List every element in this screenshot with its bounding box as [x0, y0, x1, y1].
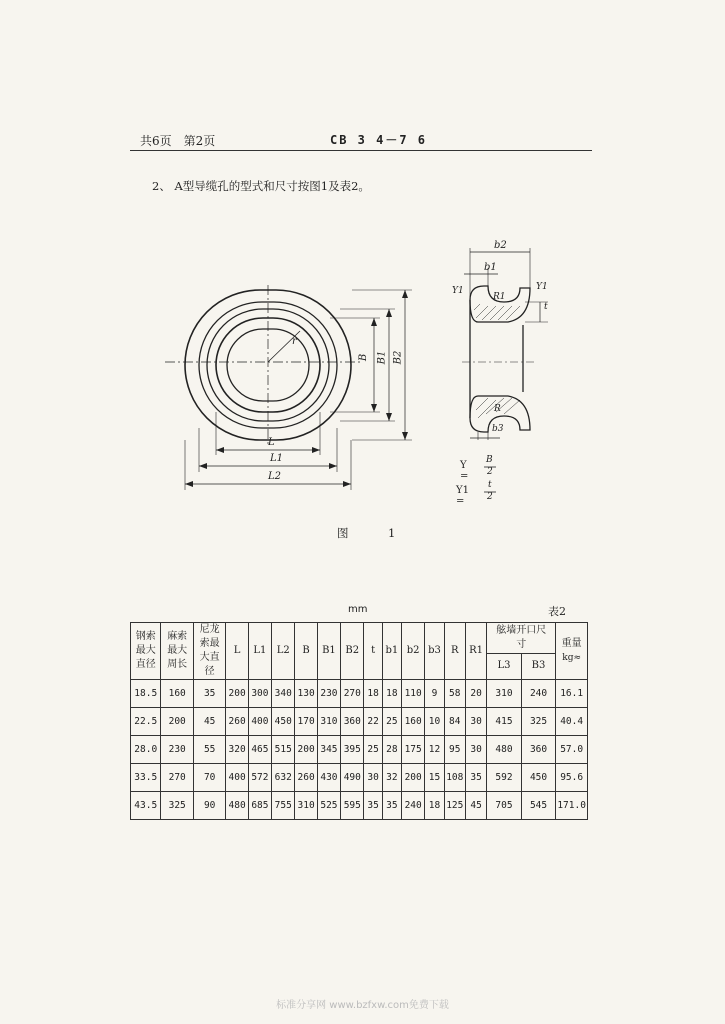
- table-cell: 415: [487, 708, 522, 736]
- th-B2: B2: [341, 623, 364, 680]
- table-cell: 30: [465, 708, 486, 736]
- table-cell: 260: [295, 764, 317, 792]
- table-cell: 685: [248, 792, 271, 820]
- th-R1: R1: [465, 623, 486, 680]
- table-cell: 515: [272, 736, 295, 764]
- table-cell: 400: [248, 708, 271, 736]
- table-cell: 125: [444, 792, 465, 820]
- table-cell: 480: [226, 792, 248, 820]
- table-cell: 175: [402, 736, 425, 764]
- th-B1: B1: [317, 623, 340, 680]
- table-cell: 22.5: [131, 708, 161, 736]
- th-b2: b2: [402, 623, 425, 680]
- footer-watermark: 标准分享网 www.bzfxw.com免费下载: [276, 1000, 449, 1011]
- table-cell: 465: [248, 736, 271, 764]
- label-B: B: [358, 353, 370, 362]
- table-cell: 35: [465, 764, 486, 792]
- table-row: [131, 680, 588, 708]
- table-cell: 45: [193, 708, 225, 736]
- label-Y1-right: Y1: [536, 282, 548, 292]
- th-nylon-dia: 尼龙索最大直径: [193, 623, 225, 680]
- th-L2: L2: [272, 623, 295, 680]
- th-bulwark-opening: 舷墙开口尺 寸: [487, 623, 556, 654]
- th-L3: L3: [487, 653, 522, 679]
- table-cell: 25: [364, 736, 382, 764]
- formula-1-lhs: Y =: [460, 460, 469, 482]
- th-b3: b3: [425, 623, 444, 680]
- table-cell: 310: [317, 708, 340, 736]
- label-b3: b3: [492, 424, 504, 434]
- table-cell: 57.0: [556, 736, 588, 764]
- table-cell: 108: [444, 764, 465, 792]
- table-cell: 170: [295, 708, 317, 736]
- table-cell: 35: [364, 792, 382, 820]
- table-cell: 360: [521, 736, 556, 764]
- table-cell: 200: [295, 736, 317, 764]
- formula-1-den: 2: [487, 467, 493, 477]
- label-R1: R1: [493, 292, 506, 302]
- table-cell: 230: [161, 736, 193, 764]
- table-cell: 270: [161, 764, 193, 792]
- table-row: [131, 736, 588, 764]
- table-cell: 171.0: [556, 792, 588, 820]
- table-cell: 325: [521, 708, 556, 736]
- label-B2: B2: [392, 350, 404, 365]
- table-cell: 430: [317, 764, 340, 792]
- table-cell: 28: [382, 736, 401, 764]
- th-B3: B3: [521, 653, 556, 679]
- table-cell: 43.5: [131, 792, 161, 820]
- table-cell: 592: [487, 764, 522, 792]
- table-cell: 12: [425, 736, 444, 764]
- table-cell: 18: [382, 680, 401, 708]
- page-count: 共6页 第2页: [140, 134, 216, 148]
- table-unit: mm: [348, 604, 368, 615]
- label-b1: b1: [484, 262, 497, 273]
- table-cell: 33.5: [131, 764, 161, 792]
- table-cell: 705: [487, 792, 522, 820]
- table-cell: 325: [161, 792, 193, 820]
- table-cell: 450: [272, 708, 295, 736]
- table-cell: 35: [193, 680, 225, 708]
- table-row: [131, 708, 588, 736]
- table-cell: 130: [295, 680, 317, 708]
- table-cell: 30: [364, 764, 382, 792]
- intro-text: 2、 A型导缆孔的型式和尺寸按图1及表2。: [152, 179, 370, 193]
- table-cell: 160: [161, 680, 193, 708]
- th-L1: L1: [248, 623, 271, 680]
- formula-2-num: t: [488, 480, 492, 490]
- table-cell: 400: [226, 764, 248, 792]
- label-L2: L2: [268, 471, 282, 482]
- table-cell: 110: [402, 680, 425, 708]
- formula-2-lhs: Y1 =: [456, 485, 469, 507]
- label-t: t: [544, 302, 548, 312]
- table-cell: 300: [248, 680, 271, 708]
- table-cell: 572: [248, 764, 271, 792]
- table-cell: 632: [272, 764, 295, 792]
- table-cell: 95.6: [556, 764, 588, 792]
- table-cell: 70: [193, 764, 225, 792]
- table-cell: 270: [341, 680, 364, 708]
- th-wire-dia: 钢索最大直径: [131, 623, 161, 680]
- table-cell: 200: [402, 764, 425, 792]
- table-cell: 395: [341, 736, 364, 764]
- table-cell: 45: [465, 792, 486, 820]
- table-cell: 345: [317, 736, 340, 764]
- formula-2-den: 2: [487, 492, 493, 502]
- table-cell: 450: [521, 764, 556, 792]
- table-cell: 360: [341, 708, 364, 736]
- table-cell: 260: [226, 708, 248, 736]
- th-hemp-circ: 麻索最大周长: [161, 623, 193, 680]
- table-cell: 480: [487, 736, 522, 764]
- th-R: R: [444, 623, 465, 680]
- table-cell: 230: [317, 680, 340, 708]
- spec-table-body: [131, 680, 588, 820]
- label-L: L: [268, 437, 275, 448]
- spec-table: [130, 622, 588, 820]
- formula-1-num: B: [486, 455, 493, 465]
- table-cell: 25: [382, 708, 401, 736]
- table-cell: 32: [382, 764, 401, 792]
- th-t: t: [364, 623, 382, 680]
- table-number: 表2: [548, 605, 566, 618]
- table-cell: 28.0: [131, 736, 161, 764]
- table-cell: 545: [521, 792, 556, 820]
- table-cell: 20: [465, 680, 486, 708]
- standard-number: CB 3 4－7 6: [330, 133, 428, 147]
- table-cell: 525: [317, 792, 340, 820]
- table-cell: 22: [364, 708, 382, 736]
- table-cell: 35: [382, 792, 401, 820]
- table-cell: 18: [364, 680, 382, 708]
- table-cell: 490: [341, 764, 364, 792]
- th-L: L: [226, 623, 248, 680]
- table-cell: 310: [295, 792, 317, 820]
- table-cell: 240: [402, 792, 425, 820]
- label-Y1-left: Y1: [452, 286, 464, 296]
- table-cell: 340: [272, 680, 295, 708]
- label-R: R: [494, 404, 501, 414]
- th-b1: b1: [382, 623, 401, 680]
- table-cell: 40.4: [556, 708, 588, 736]
- figure-caption: 图 1: [337, 526, 410, 540]
- th-B: B: [295, 623, 317, 680]
- th-weight-unit: kg≈: [562, 653, 582, 663]
- table-cell: 58: [444, 680, 465, 708]
- table-cell: 240: [521, 680, 556, 708]
- table-cell: 30: [465, 736, 486, 764]
- table-cell: 10: [425, 708, 444, 736]
- table-cell: 595: [341, 792, 364, 820]
- table-cell: 200: [226, 680, 248, 708]
- table-row: [131, 764, 588, 792]
- table-cell: 320: [226, 736, 248, 764]
- th-weight-label: 重量: [561, 638, 582, 649]
- label-B1: B1: [376, 350, 388, 365]
- table-cell: 55: [193, 736, 225, 764]
- table-cell: 18: [425, 792, 444, 820]
- table-cell: 755: [272, 792, 295, 820]
- table-cell: 84: [444, 708, 465, 736]
- table-cell: 90: [193, 792, 225, 820]
- table-cell: 310: [487, 680, 522, 708]
- table-cell: 15: [425, 764, 444, 792]
- table-cell: 16.1: [556, 680, 588, 708]
- label-b2: b2: [494, 240, 507, 251]
- table-cell: 18.5: [131, 680, 161, 708]
- table-cell: 9: [425, 680, 444, 708]
- label-r: r: [292, 336, 297, 347]
- table-row: [131, 792, 588, 820]
- table-cell: 200: [161, 708, 193, 736]
- table-cell: 95: [444, 736, 465, 764]
- th-weight: [556, 623, 588, 680]
- label-L1: L1: [270, 453, 284, 464]
- table-cell: 160: [402, 708, 425, 736]
